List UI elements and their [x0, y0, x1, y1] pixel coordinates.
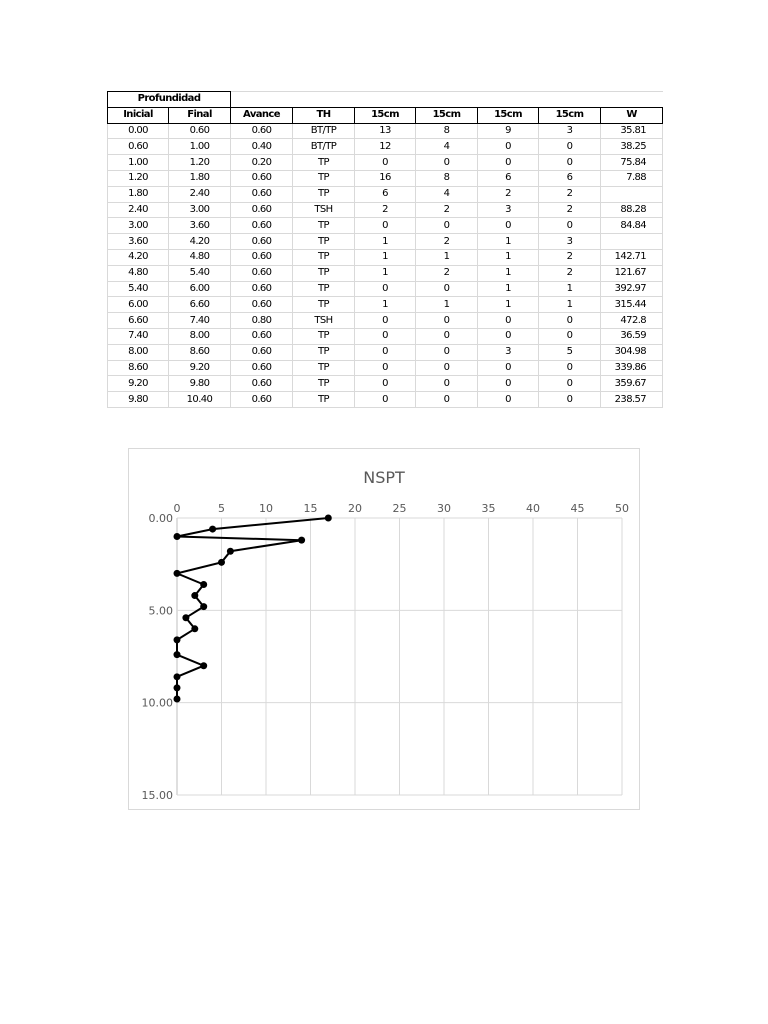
table-cell: 0 — [355, 360, 416, 376]
table-cell: 0 — [416, 281, 478, 297]
table-row — [108, 376, 663, 392]
x-tick-label: 25 — [392, 502, 407, 515]
table-cell: 0 — [355, 218, 416, 234]
table-cell: 16 — [355, 170, 416, 186]
table-cell: 4 — [416, 186, 478, 202]
table-cell: 238.57 — [601, 392, 663, 408]
table-cell: 6.60 — [108, 313, 169, 329]
table-cell: 0.60 — [231, 202, 293, 218]
table-cell: 0.60 — [231, 218, 293, 234]
table-cell: 4.20 — [108, 249, 169, 265]
table-cell: 6.00 — [169, 281, 231, 297]
table-cell: 304.98 — [601, 344, 663, 360]
table-cell: 1 — [478, 281, 539, 297]
table-cell: 1 — [478, 234, 539, 250]
table-cell: BT/TP — [293, 139, 355, 155]
table-cell: TP — [293, 186, 355, 202]
table-cell: 1 — [416, 249, 478, 265]
table-cell: 1 — [355, 249, 416, 265]
table-cell: 4.80 — [108, 265, 169, 281]
table-cell: 75.84 — [601, 155, 663, 171]
table-cell: 9.80 — [108, 392, 169, 408]
table-row — [108, 186, 663, 202]
table-cell: 5.40 — [169, 265, 231, 281]
table-cell: 0 — [416, 344, 478, 360]
column-header: W — [601, 107, 663, 123]
table-cell: 0 — [416, 360, 478, 376]
table-cell: 3.00 — [108, 218, 169, 234]
table-cell: 3 — [478, 344, 539, 360]
table-cell: 8.60 — [169, 344, 231, 360]
table-row — [108, 234, 663, 250]
data-point-marker — [191, 625, 198, 632]
table-cell: 2.40 — [108, 202, 169, 218]
column-header-row — [108, 107, 663, 123]
table-cell: 0.60 — [108, 139, 169, 155]
data-point-marker — [200, 662, 207, 669]
table-cell: 2 — [416, 202, 478, 218]
table-cell: 142.71 — [601, 249, 663, 265]
table-cell: 8 — [416, 170, 478, 186]
table-cell: 1 — [355, 265, 416, 281]
table-row — [108, 392, 663, 408]
x-tick-label: 45 — [570, 502, 585, 515]
table-cell: 38.25 — [601, 139, 663, 155]
y-tick-label: 5.00 — [148, 604, 173, 618]
table-cell: 2 — [539, 265, 601, 281]
table-cell: TP — [293, 344, 355, 360]
table-cell: 8.00 — [169, 328, 231, 344]
table-cell: 6 — [539, 170, 601, 186]
table-cell: 1 — [355, 297, 416, 313]
table-cell: 0 — [539, 139, 601, 155]
column-header: TH — [293, 107, 355, 123]
table-row — [108, 313, 663, 329]
table-cell: 0 — [355, 313, 416, 329]
table-cell: 0.60 — [231, 186, 293, 202]
table-cell: 4 — [416, 139, 478, 155]
x-tick-label: 35 — [481, 502, 496, 515]
x-tick-label: 30 — [437, 502, 451, 515]
table-cell: 0 — [416, 155, 478, 171]
table-cell: 0.60 — [169, 123, 231, 139]
table-cell: 1.80 — [169, 170, 231, 186]
table-cell: 3.60 — [108, 234, 169, 250]
table-cell: 0.80 — [231, 313, 293, 329]
table-cell: 0 — [478, 313, 539, 329]
table-cell: 9.20 — [169, 360, 231, 376]
table-row — [108, 281, 663, 297]
table-cell: 1.20 — [169, 155, 231, 171]
table-cell — [601, 234, 663, 250]
depth-group-header: Profundidad — [108, 92, 231, 108]
data-point-marker — [174, 684, 181, 691]
table-cell: 0 — [355, 328, 416, 344]
table-cell: 0.60 — [231, 249, 293, 265]
table-cell: 0.00 — [108, 123, 169, 139]
table-cell: 10.40 — [169, 392, 231, 408]
table-cell: 0.60 — [231, 360, 293, 376]
table-cell: 0 — [355, 392, 416, 408]
x-tick-label: 40 — [526, 502, 540, 515]
x-tick-label: 50 — [615, 502, 629, 515]
column-header: 15cm — [355, 107, 416, 123]
table-cell: 2 — [539, 249, 601, 265]
column-header: 15cm — [478, 107, 539, 123]
table-cell: 0 — [539, 218, 601, 234]
table-cell: TP — [293, 218, 355, 234]
table-cell: TSH — [293, 313, 355, 329]
nspt-chart — [128, 448, 640, 810]
table-row — [108, 265, 663, 281]
table-cell: 13 — [355, 123, 416, 139]
data-point-marker — [325, 515, 332, 522]
table-cell: 6.60 — [169, 297, 231, 313]
table-row — [108, 155, 663, 171]
table-cell: 0 — [539, 360, 601, 376]
table-cell: 0 — [478, 360, 539, 376]
table-cell: 8.00 — [108, 344, 169, 360]
table-cell: 2 — [539, 202, 601, 218]
table-cell: 1.00 — [108, 155, 169, 171]
table-cell: 7.40 — [108, 328, 169, 344]
table-cell: 6.00 — [108, 297, 169, 313]
table-cell: 2.40 — [169, 186, 231, 202]
table-cell: 0.60 — [231, 265, 293, 281]
table-cell: 0 — [478, 139, 539, 155]
table-cell: 392.97 — [601, 281, 663, 297]
table-cell: 0 — [478, 155, 539, 171]
data-point-marker — [174, 673, 181, 680]
nspt-series-line — [177, 518, 328, 699]
table-cell: 359.67 — [601, 376, 663, 392]
column-header: Avance — [231, 107, 293, 123]
table-cell: 0 — [539, 155, 601, 171]
table-cell: 9.80 — [169, 376, 231, 392]
chart-series — [174, 515, 332, 703]
table-row — [108, 139, 663, 155]
column-header: 15cm — [416, 107, 478, 123]
table-row — [108, 297, 663, 313]
table-cell: 12 — [355, 139, 416, 155]
table-cell: 1 — [416, 297, 478, 313]
table-row — [108, 249, 663, 265]
table-cell: 8.60 — [108, 360, 169, 376]
table-cell: 1 — [478, 265, 539, 281]
table-cell: 0 — [478, 328, 539, 344]
chart-tick-labels — [142, 502, 630, 802]
table-cell: TP — [293, 281, 355, 297]
data-point-marker — [174, 695, 181, 702]
table-cell: 8 — [416, 123, 478, 139]
x-tick-label: 5 — [218, 502, 225, 515]
table-cell: 88.28 — [601, 202, 663, 218]
table-cell: 36.59 — [601, 328, 663, 344]
table-cell: 35.81 — [601, 123, 663, 139]
x-tick-label: 10 — [259, 502, 273, 515]
table-row — [108, 344, 663, 360]
table-cell: TP — [293, 392, 355, 408]
table-cell: 0.60 — [231, 392, 293, 408]
data-point-marker — [174, 651, 181, 658]
table-cell: 0 — [478, 392, 539, 408]
table-cell: TP — [293, 328, 355, 344]
table-cell: 0 — [539, 313, 601, 329]
table-row — [108, 218, 663, 234]
data-point-marker — [209, 526, 216, 533]
table-cell: 7.40 — [169, 313, 231, 329]
table-cell: 0.60 — [231, 123, 293, 139]
table-row — [108, 328, 663, 344]
table-cell: 84.84 — [601, 218, 663, 234]
table-cell: 5.40 — [108, 281, 169, 297]
nspt-chart-svg — [129, 449, 639, 809]
y-tick-label: 10.00 — [141, 696, 173, 710]
table-cell: 6 — [478, 170, 539, 186]
table-cell: 2 — [539, 186, 601, 202]
table-row — [108, 202, 663, 218]
data-point-marker — [298, 537, 305, 544]
table-cell: 3 — [539, 234, 601, 250]
table-cell: TP — [293, 155, 355, 171]
data-point-marker — [182, 614, 189, 621]
x-tick-label: 20 — [348, 502, 362, 515]
table-cell: 0.60 — [231, 234, 293, 250]
data-point-marker — [174, 636, 181, 643]
data-point-marker — [227, 548, 234, 555]
x-tick-label: 0 — [173, 502, 181, 515]
table-cell: 1.00 — [169, 139, 231, 155]
data-point-marker — [200, 603, 207, 610]
table-cell: 2 — [416, 234, 478, 250]
table-cell: 315.44 — [601, 297, 663, 313]
table-cell: TSH — [293, 202, 355, 218]
table-cell: 0 — [355, 376, 416, 392]
table-cell: 0.60 — [231, 344, 293, 360]
table-cell: TP — [293, 376, 355, 392]
table-cell: 0 — [478, 218, 539, 234]
data-point-marker — [191, 592, 198, 599]
chart-title: NSPT — [363, 468, 405, 487]
table-cell: TP — [293, 360, 355, 376]
table-cell: 0 — [416, 328, 478, 344]
y-tick-label: 15.00 — [141, 789, 173, 802]
table-cell: 1 — [478, 249, 539, 265]
table-cell: 1.80 — [108, 186, 169, 202]
table-cell: TP — [293, 249, 355, 265]
table-cell: 0.60 — [231, 170, 293, 186]
table-cell: TP — [293, 297, 355, 313]
table-cell: 0 — [416, 392, 478, 408]
table-cell: 1 — [355, 234, 416, 250]
table-cell: 2 — [355, 202, 416, 218]
table-cell: 6 — [355, 186, 416, 202]
table-cell: TP — [293, 170, 355, 186]
table-cell: 0.60 — [231, 376, 293, 392]
table-cell — [601, 186, 663, 202]
table-cell: 121.67 — [601, 265, 663, 281]
table-cell: 339.86 — [601, 360, 663, 376]
y-tick-label: 0.00 — [148, 512, 173, 525]
table-row — [108, 123, 663, 139]
nspt-data-table — [107, 91, 663, 408]
table-cell: 3.60 — [169, 218, 231, 234]
chart-grid — [177, 518, 622, 795]
table-row — [108, 170, 663, 186]
table-cell: 0 — [355, 344, 416, 360]
table-cell: 0 — [539, 376, 601, 392]
table-cell: 0 — [355, 155, 416, 171]
table-cell: TP — [293, 265, 355, 281]
table-cell: 0.20 — [231, 155, 293, 171]
table-cell: 1 — [539, 297, 601, 313]
table-cell: 4.20 — [169, 234, 231, 250]
column-header: 15cm — [539, 107, 601, 123]
data-point-marker — [174, 570, 181, 577]
table-cell: 9 — [478, 123, 539, 139]
table-cell: 4.80 — [169, 249, 231, 265]
table-cell: 1 — [539, 281, 601, 297]
table-row — [108, 360, 663, 376]
table-cell: 0 — [539, 392, 601, 408]
table-cell: 472.8 — [601, 313, 663, 329]
table-cell: 5 — [539, 344, 601, 360]
table-cell: 1 — [478, 297, 539, 313]
table-cell: 0 — [478, 376, 539, 392]
table-cell: TP — [293, 234, 355, 250]
table-cell: 0 — [416, 313, 478, 329]
data-point-marker — [174, 533, 181, 540]
table-cell: 0.60 — [231, 281, 293, 297]
table-cell: 0.60 — [231, 297, 293, 313]
x-tick-label: 15 — [303, 502, 318, 515]
table-cell: 9.20 — [108, 376, 169, 392]
table-cell: 7.88 — [601, 170, 663, 186]
table-cell: 3 — [478, 202, 539, 218]
column-header: Final — [169, 107, 231, 123]
table-cell: 0 — [539, 328, 601, 344]
table-cell: 0 — [416, 218, 478, 234]
table-cell: 2 — [416, 265, 478, 281]
table-cell: 3 — [539, 123, 601, 139]
column-header: Inicial — [108, 107, 169, 123]
table-cell: 0.60 — [231, 328, 293, 344]
table-cell: 0 — [416, 376, 478, 392]
table-cell: 1.20 — [108, 170, 169, 186]
data-point-marker — [200, 581, 207, 588]
table-cell: 0.40 — [231, 139, 293, 155]
table-cell: 0 — [355, 281, 416, 297]
data-point-marker — [218, 559, 225, 566]
header-spacer — [231, 92, 663, 108]
table-cell: BT/TP — [293, 123, 355, 139]
table-cell: 2 — [478, 186, 539, 202]
table-cell: 3.00 — [169, 202, 231, 218]
table-body — [108, 123, 663, 407]
